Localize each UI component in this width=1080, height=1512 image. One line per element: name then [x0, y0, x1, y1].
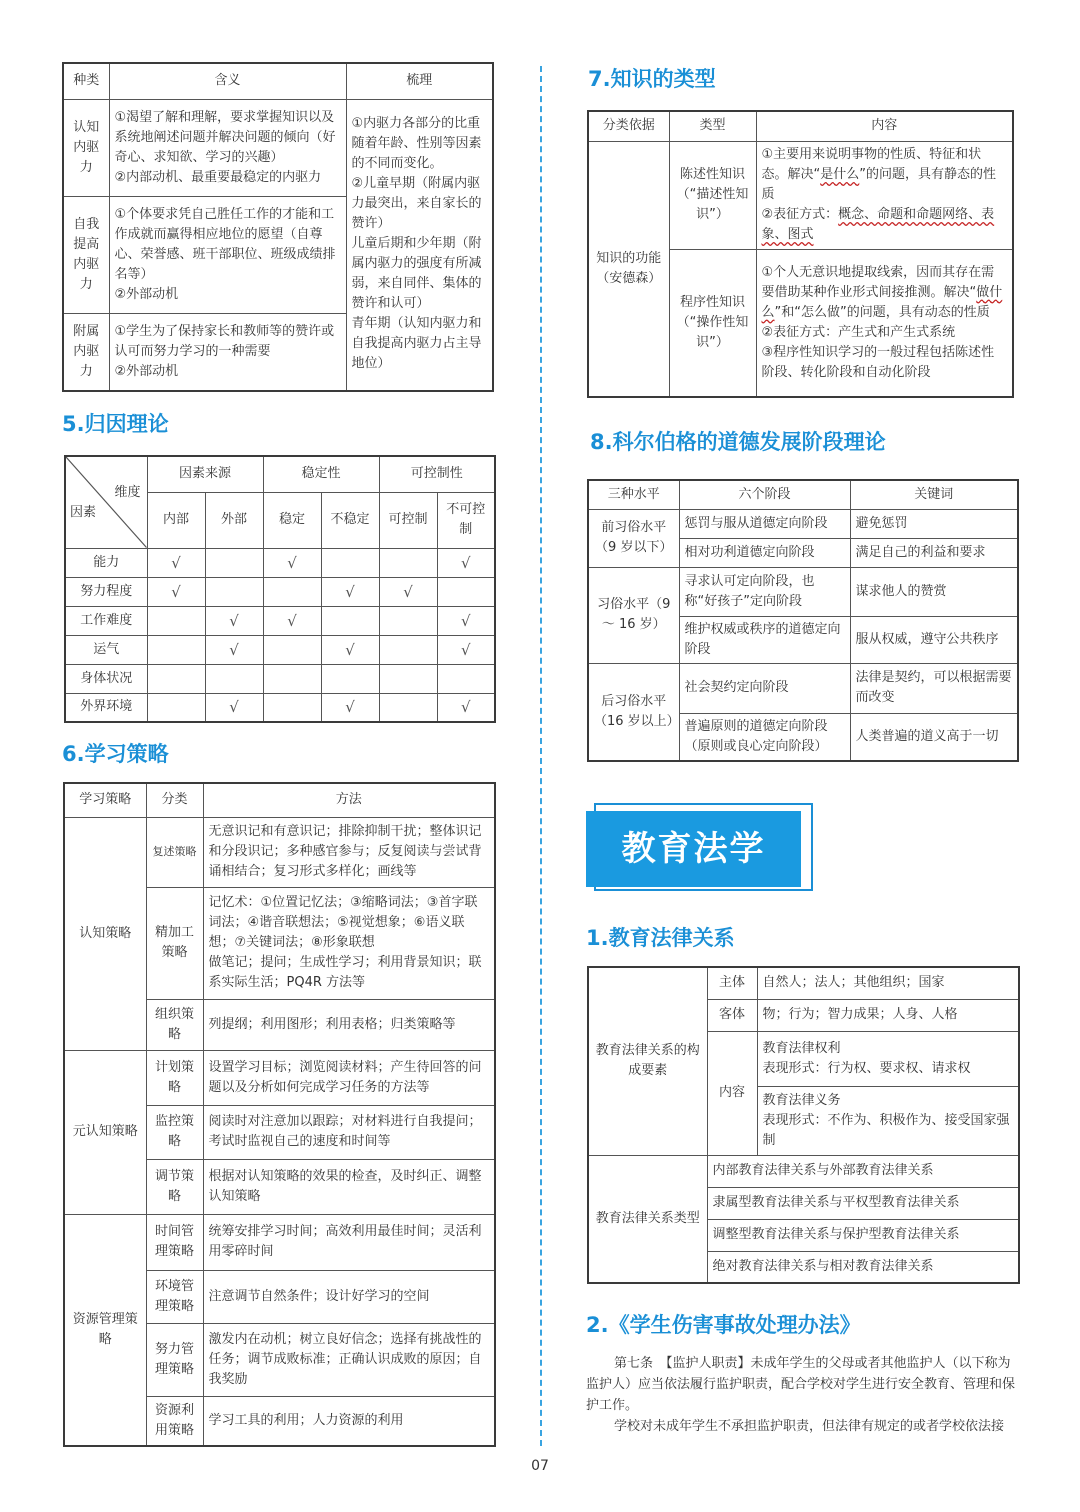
- header-meaning: 含义: [109, 63, 346, 99]
- header-stage: 六个阶段: [679, 480, 850, 509]
- tick-cell: [263, 635, 321, 664]
- strategy-category: 时间管理策略: [146, 1214, 203, 1270]
- tick-cell: [147, 635, 205, 664]
- tick-cell: √: [205, 606, 263, 635]
- summary-cell: ①内驱力各部分的比重随着年龄、性别等因素的不同而变化。 ②儿童早期（附属内驱力最突出，来自家长的赞许） 儿童后期和少年期（附属内驱力的强度有所减弱，来自同伴、集体的赞许和认可） 青年期（认知内驱力和自我提高内驱力占主导地位）: [346, 99, 493, 391]
- knowledge-basis: 知识的功能（安德森）: [588, 141, 669, 397]
- type-affiliation: 附属内驱力: [63, 313, 109, 391]
- tick-cell: √: [321, 577, 379, 606]
- tick-cell: √: [437, 635, 495, 664]
- moral-stage: 普遍原则的道德定向阶段（原则或良心定向阶段）: [679, 713, 850, 761]
- tick-cell: √: [147, 577, 205, 606]
- rights-value: 教育法律权利 表现形式：行为权、要求权、请求权: [757, 1031, 1019, 1086]
- duties-value: 教育法律义务 表现形式：不作为、积极作为、接受国家强制: [757, 1086, 1019, 1155]
- factor-label: 外界环境: [65, 693, 147, 722]
- moral-level: 习俗水平（9 ～ 16 岁）: [588, 567, 679, 663]
- factor-label: 工作难度: [65, 606, 147, 635]
- strategy-method: 设置学习目标；浏览阅读材料；产生待回答的问题以及分析如何完成学习任务的方法等: [203, 1050, 495, 1105]
- strategy-method: 列提纲；利用图形；利用表格；归类策略等: [203, 999, 495, 1050]
- moral-keyword: 人类普遍的道义高于一切: [850, 713, 1018, 761]
- tick-cell: [205, 664, 263, 693]
- table-row: [65, 548, 495, 577]
- moral-stage: 社会契约定向阶段: [679, 663, 850, 713]
- header-content: 内容: [756, 111, 1013, 141]
- strategy-category: 精加工策略: [146, 887, 203, 999]
- strategy-method: 学习工具的利用；人力资源的利用: [203, 1396, 495, 1446]
- knowledge-table: [587, 110, 1014, 398]
- moral-keyword: 谋求他人的赞赏: [850, 567, 1018, 616]
- tick-cell: [321, 606, 379, 635]
- strategy-method: 无意识记和有意识记；排除抑制干扰；整体识记和分段识记；多种感官参与；反复阅读与尝试背诵相结合；复习形式多样化；画线等: [203, 817, 495, 887]
- meaning-self-improvement: ①个体要求凭自己胜任工作的才能和工作成就而赢得相应地位的愿望（自尊心、荣誉感、班干部职位、班级成绩排名等） ②外部动机: [109, 196, 346, 313]
- learning-strategy-table: [63, 782, 496, 1447]
- tick-cell: √: [147, 548, 205, 577]
- column-divider: [540, 66, 542, 1446]
- sub-controllable: 可控制: [379, 492, 437, 548]
- relation-type: 调整型教育法律关系与保护型教育法律关系: [707, 1219, 1019, 1251]
- relation-type: 隶属型教育法律关系与平权型教育法律关系: [707, 1187, 1019, 1219]
- header-type: 种类: [63, 63, 109, 99]
- tick-cell: √: [205, 693, 263, 722]
- tick-cell: [379, 606, 437, 635]
- strategy-category: 监控策略: [146, 1105, 203, 1159]
- group-elements: 教育法律关系的构成要素: [588, 967, 707, 1155]
- diagonal-header: [65, 456, 147, 548]
- factor-label: 运气: [65, 635, 147, 664]
- strategy-group: 认知策略: [64, 817, 146, 1050]
- knowledge-content-declarative: ①主要用来说明事物的性质、特征和状态。解决“是什么”的问题，具有静态的性质 ②表征方式：概念、命题和命题网络、表象、图式: [756, 141, 1013, 249]
- tick-cell: [147, 693, 205, 722]
- table-row: [65, 693, 495, 722]
- tick-cell: √: [205, 635, 263, 664]
- moral-stage: 相对功利道德定向阶段: [679, 538, 850, 567]
- motivation-table: [62, 62, 494, 392]
- tick-cell: √: [437, 548, 495, 577]
- group-stability: 稳定性: [263, 456, 379, 492]
- article-paragraph-continued: 学校对未成年学生不承担监护职责，但法律有规定的或者学校依法接: [614, 1419, 1005, 1434]
- tick-cell: [321, 664, 379, 693]
- tick-cell: [263, 664, 321, 693]
- tick-cell: [379, 664, 437, 693]
- relation-type: 内部教育法律关系与外部教育法律关系: [707, 1155, 1019, 1187]
- moral-stage: 惩罚与服从道德定向阶段: [679, 509, 850, 538]
- strategy-method: 统筹安排学习时间；高效利用最佳时间；灵活利用零碎时间: [203, 1214, 495, 1270]
- header-strategy: 学习策略: [64, 783, 146, 817]
- strategy-category: 环境管理策略: [146, 1270, 203, 1323]
- content-label: 内容: [707, 1031, 757, 1155]
- strategy-group: 资源管理策略: [64, 1214, 146, 1446]
- tick-cell: [263, 577, 321, 606]
- group-source: 因素来源: [147, 456, 263, 492]
- header-summary: 梳理: [346, 63, 493, 99]
- object-value: 物；行为；智力成果；人身、人格: [757, 999, 1019, 1031]
- tick-cell: √: [437, 693, 495, 722]
- strategy-category: 组织策略: [146, 999, 203, 1050]
- strategy-method: 根据对认知策略的效果的检查，及时纠正、调整认知策略: [203, 1159, 495, 1214]
- strategy-category: 调节策略: [146, 1159, 203, 1214]
- tick-cell: √: [321, 635, 379, 664]
- section-title-student-injury: 2.《学生伤害事故处理办法》: [586, 1313, 861, 1337]
- tick-cell: √: [437, 606, 495, 635]
- diag-dimension-label: 维度: [114, 485, 141, 500]
- chapter-banner: 教育法学: [586, 811, 801, 887]
- strategy-category: 计划策略: [146, 1050, 203, 1105]
- kohlberg-table: [587, 479, 1019, 762]
- sub-external: 外部: [205, 492, 263, 548]
- type-cognitive: 认知内驱力: [63, 99, 109, 196]
- moral-stage: 寻求认可定向阶段，也称“好孩子”定向阶段: [679, 567, 850, 616]
- type-self-improvement: 自我提高内驱力: [63, 196, 109, 313]
- tick-cell: [205, 577, 263, 606]
- group-types: 教育法律关系类型: [588, 1155, 707, 1283]
- meaning-affiliation: ①学生为了保持家长和教师等的赞许或认可而努力学习的一种需要 ②外部动机: [109, 313, 346, 391]
- tick-cell: [321, 548, 379, 577]
- moral-keyword: 服从权威，遵守公共秩序: [850, 616, 1018, 663]
- moral-level: 前习俗水平（9 岁以下）: [588, 509, 679, 567]
- meaning-cognitive: ①渴望了解和理解，要求掌握知识以及系统地阐述问题并解决问题的倾向（好奇心、求知欲、学习的兴趣） ②内部动机、最重要最稳定的内驱力: [109, 99, 346, 196]
- section-title-learning-strategies: 6.学习策略: [62, 742, 169, 766]
- object-label: 客体: [707, 999, 757, 1031]
- tick-cell: [379, 693, 437, 722]
- strategy-group: 元认知策略: [64, 1050, 146, 1214]
- tick-cell: [437, 664, 495, 693]
- strategy-category: 复述策略: [146, 817, 203, 887]
- diag-factor-label: 因素: [70, 505, 97, 520]
- tick-cell: √: [321, 693, 379, 722]
- table-row: [65, 577, 495, 606]
- tick-cell: [379, 548, 437, 577]
- knowledge-content-procedural: ①个人无意识地提取线索，因而其存在需要借助某种作业形式间接推测。解决“做什么”和“怎么做”的问题，具有动态的性质 ②表征方式：产生式和产生式系统 ③程序性知识学习的一般过程包括陈述性阶段、转化阶段和自动化阶段: [756, 249, 1013, 397]
- knowledge-type-declarative: 陈述性知识（“描述性知识”）: [669, 141, 756, 249]
- sub-internal: 内部: [147, 492, 205, 548]
- subject-value: 自然人；法人；其他组织；国家: [757, 967, 1019, 999]
- tick-cell: [205, 548, 263, 577]
- sub-stable: 稳定: [263, 492, 321, 548]
- header-keyword: 关键词: [850, 480, 1018, 509]
- tick-cell: [263, 693, 321, 722]
- moral-keyword: 满足自己的利益和要求: [850, 538, 1018, 567]
- tick-cell: [147, 606, 205, 635]
- moral-keyword: 避免惩罚: [850, 509, 1018, 538]
- tick-cell: √: [379, 577, 437, 606]
- moral-keyword: 法律是契约，可以根据需要而改变: [850, 663, 1018, 713]
- strategy-category: 努力管理策略: [146, 1323, 203, 1396]
- strategy-method: 阅读时对注意加以跟踪；对材料进行自我提问；考试时监视自己的速度和时间等: [203, 1105, 495, 1159]
- tick-cell: [147, 664, 205, 693]
- header-level: 三种水平: [588, 480, 679, 509]
- section-title-knowledge-types: 7.知识的类型: [588, 67, 716, 91]
- strategy-method: 记忆术：①位置记忆法；③缩略词法；③首字联词法；④谐音联想法；⑤视觉想象；⑥语义联想；⑦关键词法；⑧形象联想 做笔记；提问；生成性学习；利用背景知识；联系实际生活；PQ4R 方法等: [203, 887, 495, 999]
- section-title-kohlberg: 8.科尔伯格的道德发展阶段理论: [590, 430, 886, 454]
- header-method: 方法: [203, 783, 495, 817]
- sub-unstable: 不稳定: [321, 492, 379, 548]
- table-row: [65, 664, 495, 693]
- knowledge-type-procedural: 程序性知识（“操作性知识”）: [669, 249, 756, 397]
- tick-cell: [379, 635, 437, 664]
- subject-label: 主体: [707, 967, 757, 999]
- factor-label: 能力: [65, 548, 147, 577]
- header-basis: 分类依据: [588, 111, 669, 141]
- attribution-table: [64, 455, 496, 723]
- section-title-legal-relations: 1.教育法律关系: [586, 926, 735, 950]
- tick-cell: [437, 577, 495, 606]
- tick-cell: √: [263, 606, 321, 635]
- strategy-method: 注意调节自然条件；设计好学习的空间: [203, 1270, 495, 1323]
- moral-level: 后习俗水平（16 岁以上）: [588, 663, 679, 761]
- tick-cell: √: [263, 548, 321, 577]
- strategy-method: 激发内在动机；树立良好信念；选择有挑战性的任务；调节成败标准；正确认识成败的原因；自我奖励: [203, 1323, 495, 1396]
- header-kind: 类型: [669, 111, 756, 141]
- sub-uncontrollable: 不可控制: [437, 492, 495, 548]
- table-row: [65, 606, 495, 635]
- moral-stage: 维护权威或秩序的道德定向阶段: [679, 616, 850, 663]
- factor-label: 身体状况: [65, 664, 147, 693]
- relation-type: 绝对教育法律关系与相对教育法律关系: [707, 1251, 1019, 1283]
- page-number: 07: [531, 1458, 549, 1474]
- legal-relations-table: [587, 966, 1020, 1284]
- table-row: [65, 635, 495, 664]
- strategy-category: 资源利用策略: [146, 1396, 203, 1446]
- section-title-attribution: 5.归因理论: [62, 412, 169, 436]
- factor-label: 努力程度: [65, 577, 147, 606]
- article-paragraph: 第七条 【监护人职责】未成年学生的父母或者其他监护人（以下称为监护人）应当依法履行监护职责，配合学校对学生进行安全教育、管理和保护工作。: [586, 1356, 1016, 1413]
- group-controllability: 可控制性: [379, 456, 495, 492]
- header-category: 分类: [146, 783, 203, 817]
